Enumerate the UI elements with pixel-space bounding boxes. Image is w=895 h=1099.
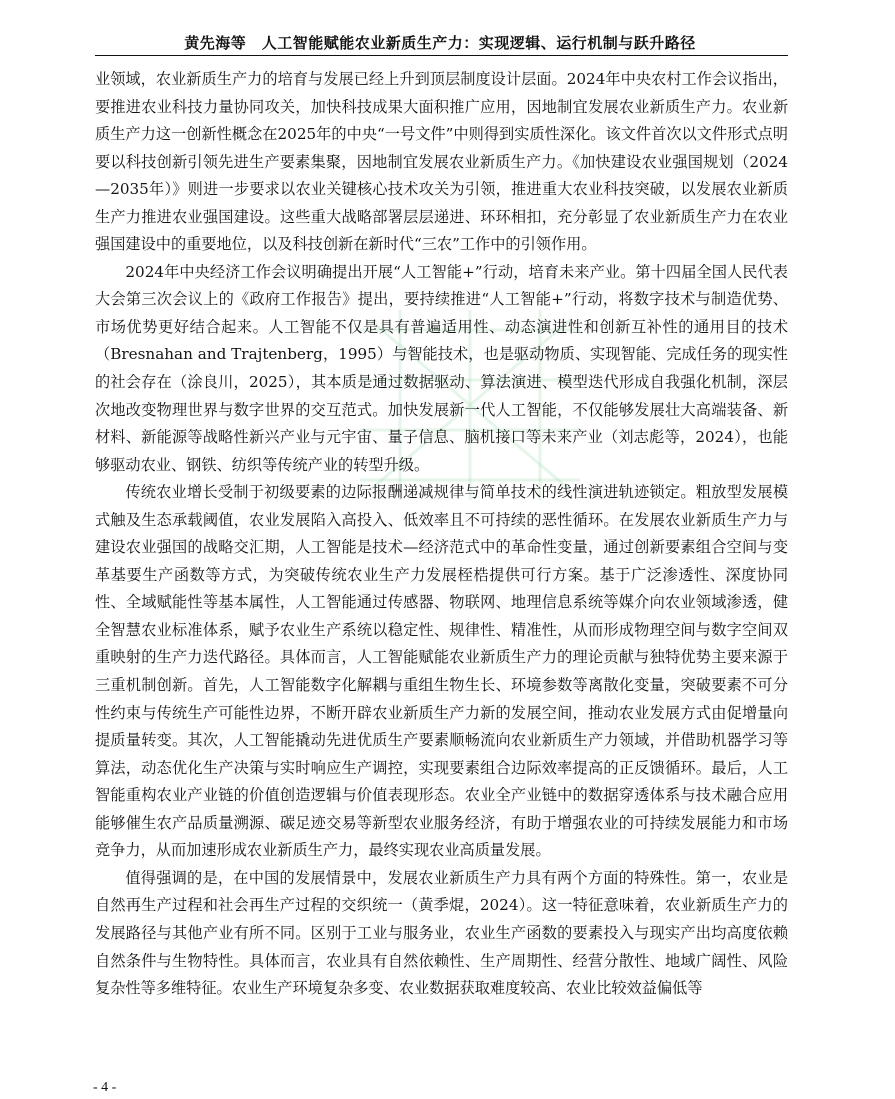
page-number: - 4 - (93, 1080, 117, 1095)
header-rule (95, 55, 788, 56)
paragraph: 传统农业增长受制于初级要素的边际报酬递减规律与简单技术的线性演进轨迹锁定。粗放型发展模式触及生态承载阈值，农业发展陷入高投入、低效率且不可持续的恶性循环。在发展农业新质生产力与建设农业强国的战略交汇期，人工智能是技术—经济范式中的革命性变量，通过创新要素组合空间与变革基要生产函数等方式，为突破传统农业生产力发展桎梏提供可行方案。基于广泛渗透性、深度协同性、全域赋能性等基本属性，人工智能通过传感器、物联网、地理信息系统等媒介向农业领域渗透，健全智慧农业标准体系，赋予农业生产系统以稳定性、规律性、精准性，从而形成物理空间与数字空间双重映射的生产力迭代路径。具体而言，人工智能赋能农业新质生产力的理论贡献与独特优势主要来源于三重机制创新。首先，人工智能数字化解耦与重组生物生长、环境参数等离散化变量，突破要素不可分性约束与传统生产可能性边界，不断开辟农业新质生产力新的发展空间，推动农业发展方式由促增量向提质量转变。其次，人工智能撬动先进优质生产要素顺畅流向农业新质生产力领域，并借助机器学习等算法，动态优化生产决策与实时响应生产调控，实现要素组合边际效率提高的正反馈循环。最后，人工智能重构农业产业链的价值创造逻辑与价值表现形态。农业全产业链中的数据穿透体系与技术融合应用能够催生农产品质量溯源、碳足迹交易等新型农业服务经济，有助于增强农业的可持续发展能力和市场竞争力，从而加速形成农业新质生产力，最终实现农业高质量发展。 (95, 483, 788, 860)
paragraph: 业领域，农业新质生产力的培育与发展已经上升到顶层制度设计层面。2024年中央农村工作会议指出，要推进农业科技力量协同攻关，加快科技成果大面积推广应用，因地制宜发展农业新质生产力。农业新质生产力这一创新性概念在2025年的中央“一号文件”中则得到实质性深化。该文件首次以文件形式点明要以科技创新引领先进生产要素集聚，因地制宜发展农业新质生产力。《加快建设农业强国规划（2024—2035年）》则进一步要求以农业关键核心技术攻关为引领，推进重大农业科技突破，以发展农业新质生产力推进农业强国建设。这些重大战略部署层层递进、环环相扣，充分彰显了农业新质生产力在农业强国建设中的重要地位，以及科技创新在新时代“三农”工作中的引领作用。 (95, 70, 788, 254)
running-header-title: 黄先海等 人工智能赋能农业新质生产力：实现逻辑、运行机制与跃升路径 (184, 34, 696, 52)
paragraph: 值得强调的是，在中国的发展情景中，发展农业新质生产力具有两个方面的特殊性。第一，农业是自然再生产过程和社会再生产过程的交织统一（黄季焜，2024）。这一特征意味着，农业新质生产力的发展路径与其他产业有所不同。区别于工业与服务业，农业生产函数的要素投入与现实产出均高度依赖自然条件与生物特性。具体而言，农业具有自然依赖性、生产周期性、经营分散性、地域广阔性、风险复杂性等多维特征。农业生产环境复杂多变、农业数据获取难度较高、农业比较效益偏低等 (95, 868, 788, 998)
paragraph: 2024年中央经济工作会议明确提出开展“人工智能+”行动，培育未来产业。第十四届全国人民代表大会第三次会议上的《政府工作报告》提出，要持续推进“人工智能+”行动，将数字技术与制造优势、市场优势更好结合起来。人工智能不仅是具有普遍适用性、动态演进性和创新互补性的通用目的技术（Bresnahan and Trajtenberg，1995）与智能技术，也是驱动物质、实现智能、完成任务的现实性的社会存在（涂良川，2025），其本质是通过数据驱动、算法演进、模型迭代形成自我强化机制，深层次地改变物理世界与数字世界的交互范式。加快发展新一代人工智能，不仅能够发展壮大高端装备、新材料、新能源等战略性新兴产业与元宇宙、量子信息、脑机接口等未来产业（刘志彪等，2024），也能够驱动农业、钢铁、纺织等传统产业的转型升级。 (95, 262, 788, 474)
body-text (95, 66, 788, 1003)
